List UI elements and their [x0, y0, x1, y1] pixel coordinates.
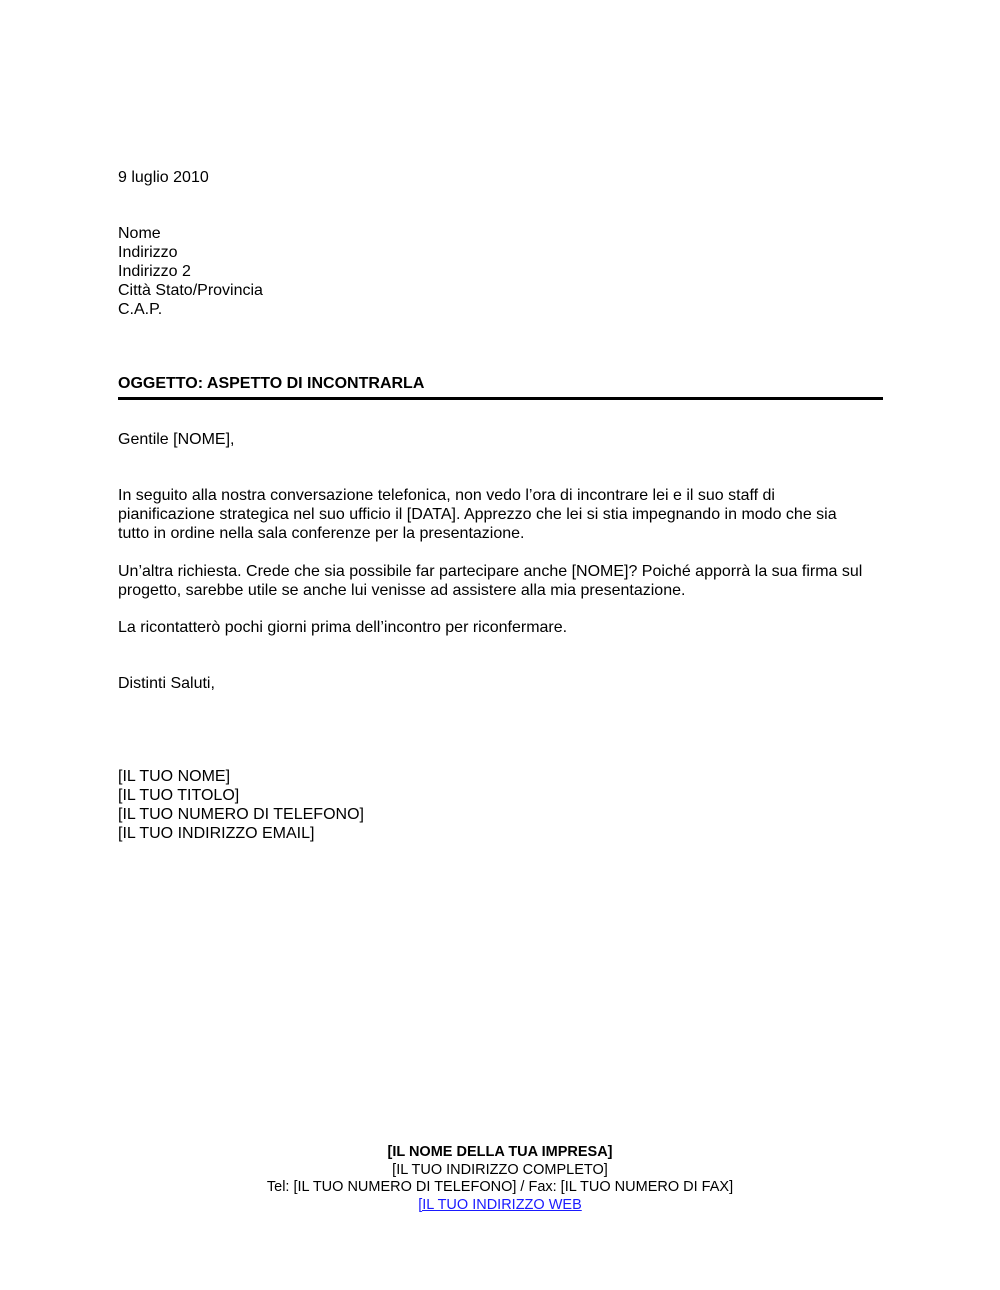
subject-divider — [118, 397, 883, 400]
body-paragraph-1: In seguito alla nostra conversazione telefonica, non vedo l’ora di incontrare lei e il suo staff di pianificazione strategica nel suo ufficio il [DATA]. Apprezzo che lei si stia impegnando in modo che sia tutto in ordine nella sala conferenze per la presentazione. — [118, 487, 837, 542]
recipient-address-line-2: Indirizzo 2 — [118, 263, 191, 280]
footer-contacts: Tel: [IL TUO NUMERO DI TELEFONO] / Fax: [IL TUO NUMERO DI FAX] — [266, 1179, 734, 1195]
recipient-name: Nome — [118, 225, 161, 242]
letter-date: 9 luglio 2010 — [118, 169, 209, 186]
footer-website-link[interactable]: [IL TUO INDIRIZZO WEB — [418, 1196, 582, 1213]
letter-closing: Distinti Saluti, — [118, 675, 215, 692]
body-paragraph-2: Un’altra richiesta. Crede che sia possibile far partecipare anche [NOME]? Poiché apporrà la sua firma sul progetto, sarebbe utile se anche lui venisse ad assistere alla mia presentazione. — [118, 563, 863, 599]
recipient-address-line-1: Indirizzo — [118, 244, 178, 261]
signature-email: [IL TUO INDIRIZZO EMAIL] — [118, 825, 315, 842]
footer-company-name: [IL NOME DELLA TUA IMPRESA] — [387, 1144, 613, 1160]
signature-phone: [IL TUO NUMERO DI TELEFONO] — [118, 806, 364, 823]
letter-subject: OGGETTO: ASPETTO DI INCONTRARLA — [118, 375, 425, 392]
recipient-postcode: C.A.P. — [118, 301, 163, 318]
signature-name: [IL TUO NOME] — [118, 768, 231, 785]
recipient-address — [118, 224, 888, 319]
signature-block — [118, 767, 888, 843]
signature-title: [IL TUO TITOLO] — [118, 787, 240, 804]
recipient-city: Città Stato/Provincia — [118, 282, 263, 299]
body-paragraph-3: La ricontatterò pochi giorni prima dell’incontro per riconfermare. — [118, 619, 568, 636]
letterhead-footer — [0, 1144, 1000, 1214]
letter-salutation: Gentile [NOME], — [118, 431, 235, 448]
footer-address: [IL TUO INDIRIZZO COMPLETO] — [392, 1161, 608, 1178]
